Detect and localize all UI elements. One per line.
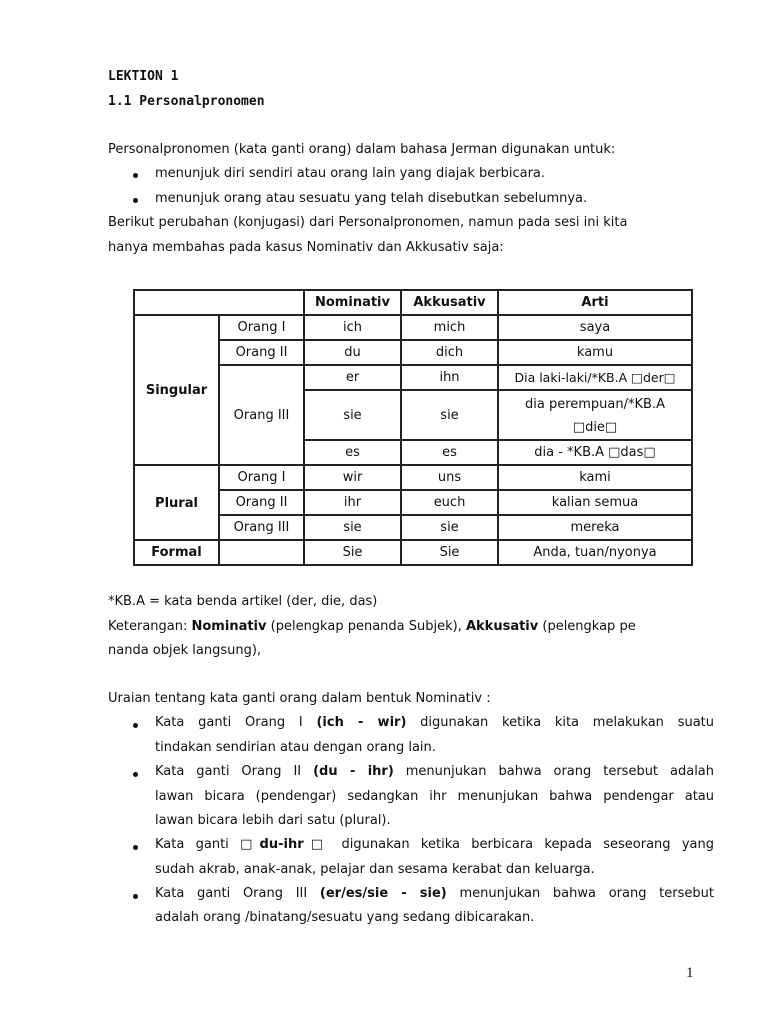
pronoun-term: (er/es/sie - sie) xyxy=(319,886,447,901)
nominativ-cell: er xyxy=(304,365,401,390)
arti-cell xyxy=(498,390,692,440)
nominativ-desc: (pelengkap penanda Subjek), xyxy=(266,619,466,634)
akkusativ-cell: ihn xyxy=(401,365,498,390)
uraian-bullet-3 xyxy=(155,836,714,854)
table-header-row xyxy=(134,290,692,315)
bullet-icon xyxy=(133,198,138,203)
table-row xyxy=(134,540,692,565)
intro-text: Personalpronomen (kata ganti orang) dalam bahasa Jerman digunakan untuk: xyxy=(108,142,616,157)
keterangan-line-2: nanda objek langsung), xyxy=(108,643,262,658)
arti-line: dia perempuan/*KB.A xyxy=(525,397,665,412)
uraian-bullet-4 xyxy=(155,885,714,903)
pronoun-table xyxy=(133,289,693,566)
text: menunjukan bahwa orang tersebut xyxy=(446,886,714,901)
arti-cell: kami xyxy=(498,465,692,490)
uraian-bullet-2-line: lawan bicara (pendengar) sedangkan ihr menunjukan bahwa pendengar atau xyxy=(155,789,714,804)
akkusativ-desc: (pelengkap pe xyxy=(538,619,636,634)
akkusativ-cell: sie xyxy=(401,390,498,440)
bullet-icon xyxy=(133,894,138,899)
text: Kata ganti Orang III xyxy=(155,886,320,901)
arti-cell: saya xyxy=(498,315,692,340)
pronoun-term: (du - ihr) xyxy=(313,764,394,779)
person-cell: Orang II xyxy=(219,340,304,365)
intro-paragraph: hanya membahas pada kasus Nominativ dan Akkusativ saja: xyxy=(108,240,504,255)
section-title: 1.1 Personalpronomen xyxy=(108,94,265,109)
text: Kata ganti Orang I xyxy=(155,715,317,730)
uraian-bullet-1 xyxy=(155,714,714,732)
intro-bullet: menunjuk orang atau sesuatu yang telah disebutkan sebelumnya. xyxy=(155,191,588,206)
keterangan-line xyxy=(108,618,636,636)
arti-line: □die□ xyxy=(572,420,618,435)
uraian-bullet-1-line: tindakan sendirian atau dengan orang lain. xyxy=(155,740,436,755)
lesson-title: LEKTION 1 xyxy=(108,69,179,84)
bullet-icon xyxy=(133,723,138,728)
akkusativ-cell: euch xyxy=(401,490,498,515)
group-singular: Singular xyxy=(134,315,219,465)
pronoun-term: □du-ihr□ xyxy=(240,837,331,852)
akkusativ-cell: sie xyxy=(401,515,498,540)
person-cell: Orang III xyxy=(219,515,304,540)
pronoun-term: (ich - wir) xyxy=(316,715,407,730)
akkusativ-cell: dich xyxy=(401,340,498,365)
person-cell: Orang I xyxy=(219,465,304,490)
group-plural: Plural xyxy=(134,465,219,540)
text: menunjukan bahwa orang tersebut adalah xyxy=(393,764,715,779)
akkusativ-cell: uns xyxy=(401,465,498,490)
keterangan-label: Keterangan: xyxy=(108,619,192,634)
akkusativ-cell: mich xyxy=(401,315,498,340)
header-akkusativ: Akkusativ xyxy=(401,290,498,315)
table-row xyxy=(134,315,692,340)
uraian-bullet-2-line: lawan bicara lebih dari satu (plural). xyxy=(155,813,391,828)
uraian-title: Uraian tentang kata ganti orang dalam bentuk Nominativ : xyxy=(108,691,491,706)
uraian-bullet-2 xyxy=(155,763,714,781)
intro-bullet: menunjuk diri sendiri atau orang lain yang diajak berbicara. xyxy=(155,166,546,181)
nominativ-cell: sie xyxy=(304,390,401,440)
kba-note: *KB.A = kata benda artikel (der, die, das) xyxy=(108,594,378,609)
person-cell: Orang II xyxy=(219,490,304,515)
nominativ-cell: du xyxy=(304,340,401,365)
arti-cell: Anda, tuan/nyonya xyxy=(498,540,692,565)
bullet-icon xyxy=(133,845,138,850)
header-arti: Arti xyxy=(498,290,692,315)
arti-cell: kamu xyxy=(498,340,692,365)
nominativ-cell: sie xyxy=(304,515,401,540)
arti-cell: Dia laki-laki/*KB.A □der□ xyxy=(498,365,692,390)
bullet-icon xyxy=(133,173,138,178)
uraian-bullet-4-line: adalah orang /binatang/sesuatu yang sedang dibicarakan. xyxy=(155,910,535,925)
text: digunakan ketika berbicara kepada seseorang yang xyxy=(330,837,714,852)
intro-paragraph: Berikut perubahan (konjugasi) dari Personalpronomen, namun pada sesi ini kita xyxy=(108,215,628,230)
akkusativ-cell: es xyxy=(401,440,498,465)
text: digunakan ketika kita melakukan suatu xyxy=(406,715,715,730)
nominativ-cell: Sie xyxy=(304,540,401,565)
header-empty xyxy=(134,290,304,315)
nominativ-cell: wir xyxy=(304,465,401,490)
text: Kata ganti Orang II xyxy=(155,764,314,779)
akkusativ-term: Akkusativ xyxy=(465,619,539,634)
bullet-icon xyxy=(133,772,138,777)
person-cell xyxy=(219,540,304,565)
page-number: 1 xyxy=(686,965,694,981)
arti-cell: kalian semua xyxy=(498,490,692,515)
arti-cell: mereka xyxy=(498,515,692,540)
nominativ-term: Nominativ xyxy=(191,619,267,634)
header-nominativ: Nominativ xyxy=(304,290,401,315)
table-row xyxy=(134,465,692,490)
text: Kata ganti xyxy=(155,837,241,852)
uraian-bullet-3-line: sudah akrab, anak-anak, pelajar dan sesama kerabat dan keluarga. xyxy=(155,862,595,877)
nominativ-cell: ich xyxy=(304,315,401,340)
akkusativ-cell: Sie xyxy=(401,540,498,565)
person-cell: Orang III xyxy=(219,365,304,465)
nominativ-cell: ihr xyxy=(304,490,401,515)
nominativ-cell: es xyxy=(304,440,401,465)
arti-cell: dia - *KB.A □das□ xyxy=(498,440,692,465)
group-formal: Formal xyxy=(134,540,219,565)
person-cell: Orang I xyxy=(219,315,304,340)
